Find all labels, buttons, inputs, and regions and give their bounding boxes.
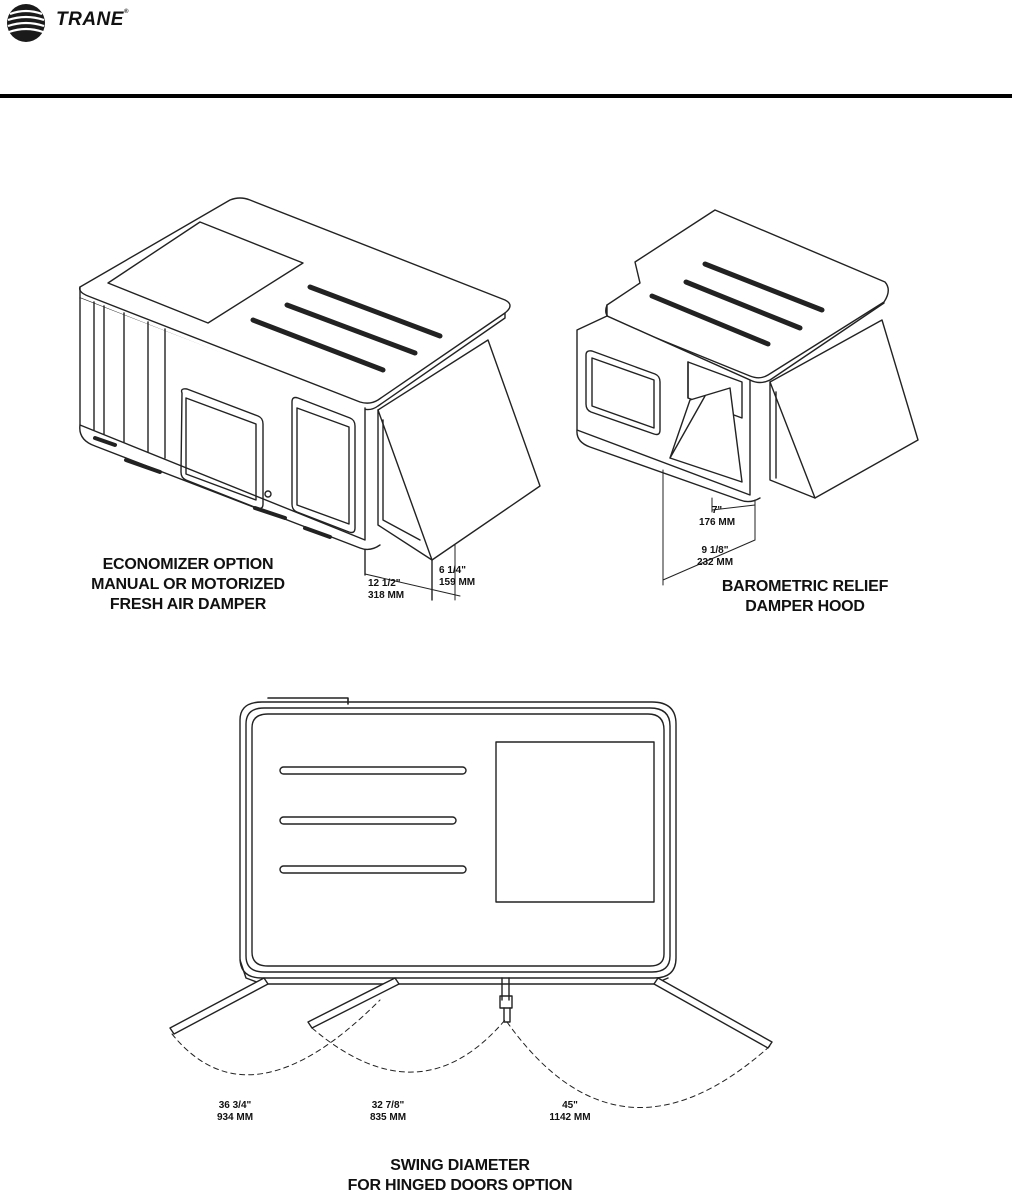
economizer-depth-dimension: 12 1/2" 318 MM: [368, 578, 405, 601]
barometric-outer-dimension: 9 1/8" 232 MM: [696, 545, 734, 568]
barometric-caption: BAROMETRIC RELIEF DAMPER HOOD: [721, 578, 889, 615]
barometric-inner-dimension: 7" 176 MM: [698, 505, 736, 528]
swing-dimension-right: 45" 1142 MM: [549, 1100, 591, 1123]
swing-dimension-middle: 32 7/8" 835 MM: [369, 1100, 407, 1123]
economizer-unit-drawing: [80, 198, 540, 600]
swing-caption: SWING DIAMETER FOR HINGED DOORS OPTION: [347, 1157, 573, 1194]
top-view-drawing: [170, 698, 772, 1107]
economizer-caption: ECONOMIZER OPTION MANUAL OR MOTORIZED FRESH AIR DAMPER: [91, 556, 285, 613]
swing-dimension-left: 36 3/4" 934 MM: [216, 1100, 254, 1123]
economizer-height-dimension: 6 1/4" 159 MM: [439, 565, 476, 588]
brand-name: TRANE®: [56, 9, 129, 30]
barometric-unit-drawing: [577, 210, 918, 585]
